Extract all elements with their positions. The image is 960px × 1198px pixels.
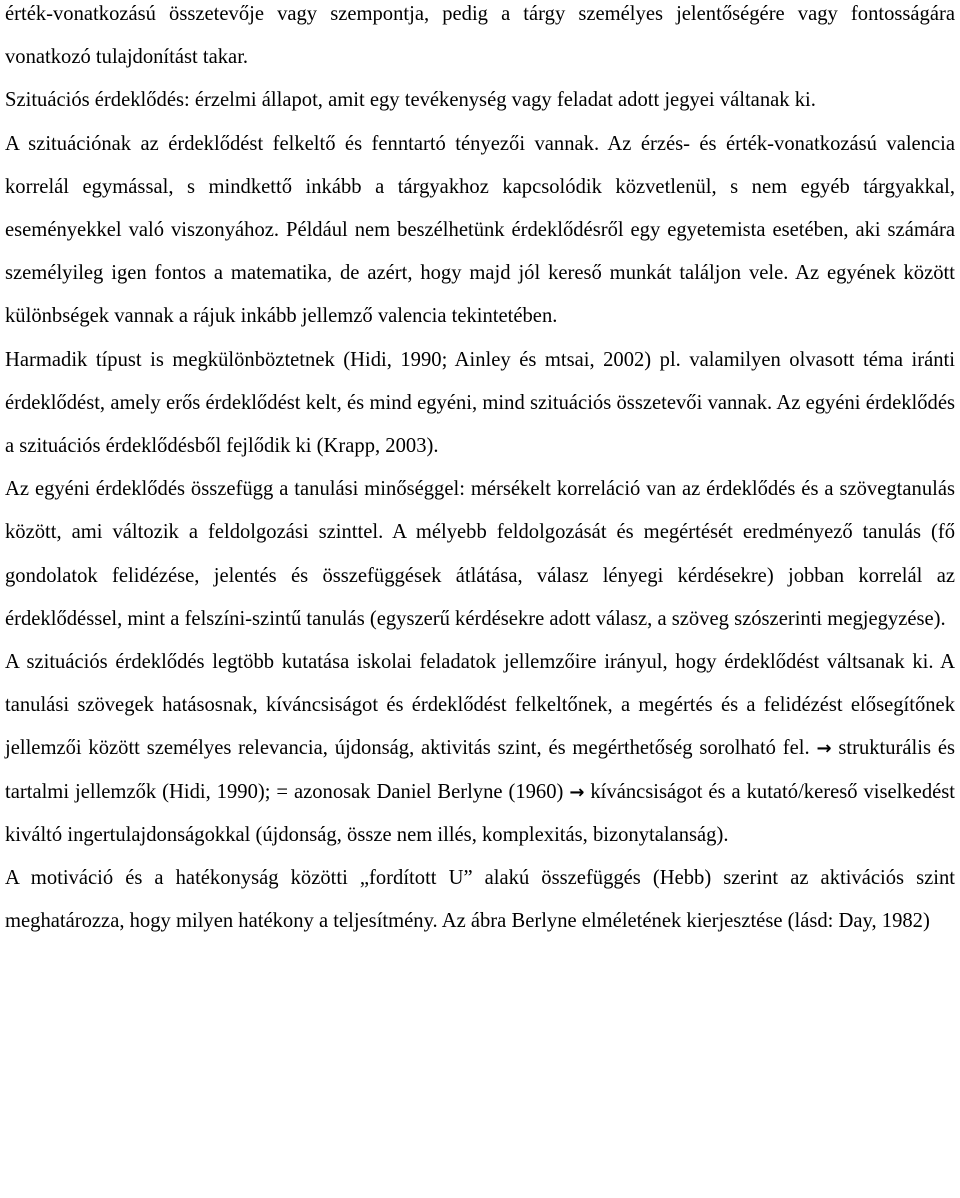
document-page xyxy=(5,0,955,943)
paragraph-situation-factors: A szituációnak az érdeklődést felkeltő és fenntartó tényezői vannak. Az érzés- és érték-vonatkozású valencia korrelál egymással, s mindkettő inkább a tárgyakhoz kapcsolódik közvetlenül, s nem egyéb tárgyakkal, eseményekkel való viszonyához. Például nem beszélhetünk érdeklődésről egy egyetemista esetében, aki számára személyileg igen fontos a matematika, de azért, hogy majd jól kereső munkát találjon vele. Az egyének között különbségek vannak a rájuk inkább jellemző valencia tekintetében. xyxy=(5,132,955,328)
paragraph-text-segment: A szituációs érdeklődés legtöbb kutatása iskolai feladatok jellemzőire irányul, hogy érdeklődést váltsanak ki. A tanulási szövegek hatásosnak, kíváncsiságot és érdeklődést felkeltőnek, a megértés és a felidézést elősegítőnek jellemzői között személyes relevancia, újdonság, aktivitás szint, és megérthetőség sorolható fel. xyxy=(5,651,955,760)
right-arrow-icon: → xyxy=(569,781,585,803)
paragraph-inverted-u: A motiváció és a hatékonyság közötti „fordított U” alakú összefüggés (Hebb) szerint az aktivációs szint meghatározza, hogy milyen hatékony a teljesítmény. Az ábra Berlyne elméletének kierjesztése (lásd: Day, 1982) xyxy=(5,867,955,933)
paragraph-valence-continuation: érték-vonatkozású összetevője vagy szempontja, pedig a tárgy személyes jelentőségére vagy fontosságára vonatkozó tulajdonítást takar. xyxy=(5,3,955,69)
paragraph-situational-interest-definition: Szituációs érdeklődés: érzelmi állapot, amit egy tevékenység vagy feladat adott jegyei váltanak ki. xyxy=(5,89,816,112)
right-arrow-icon: → xyxy=(816,738,832,760)
paragraph-learning-quality: Az egyéni érdeklődés összefügg a tanulási minőséggel: mérsékelt korreláció van az érdeklődés és a szövegtanulás között, ami változik a feldolgozási szinttel. A mélyebb feldolgozását és megértését eredményező tanulás (fő gondolatok felidézése, jelentés és összefüggések átlátása, válasz lényegi kérdésekre) jobban korrelál az érdeklődéssel, mint a felszíni-szintű tanulás (egyszerű kérdésekre adott válasz, a szöveg szószerinti megjegyzése). xyxy=(5,478,955,630)
paragraph-text-segment: strukturális és tartalmi jellemzők (Hidi, 1990); = azonosak Daniel Berlyne (1960) xyxy=(5,737,955,803)
paragraph-situational-research xyxy=(5,641,955,857)
paragraph-third-type: Harmadik típust is megkülönböztetnek (Hidi, 1990; Ainley és mtsai, 2002) pl. valamilyen olvasott téma iránti érdeklődést, amely erős érdeklődést kelt, és mind egyéni, mind szituációs összetevői vannak. Az egyéni érdeklődés a szituációs érdeklődésből fejlődik ki (Krapp, 2003). xyxy=(5,348,955,458)
paragraph-text-segment: kíváncsiságot és a kutató/kereső viselkedést kiváltó ingertulajdonságokkal (újdonság, össze nem illés, komplexitás, bizonytalanság). xyxy=(5,780,955,846)
